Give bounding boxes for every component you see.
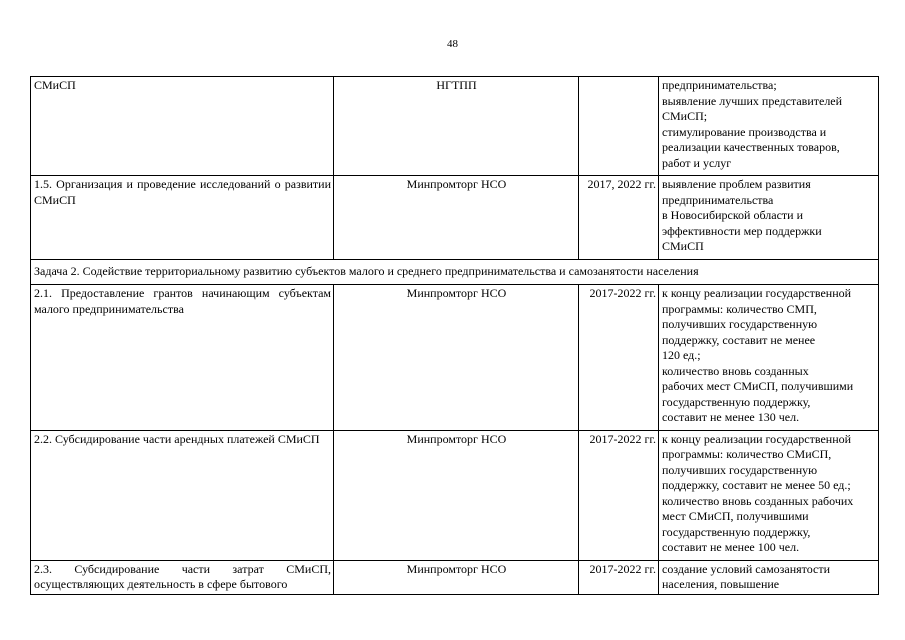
result-line: получивших государственную <box>662 317 818 331</box>
result-line: рабочих мест СМиСП, получившими <box>662 379 854 393</box>
result-line: поддержку, составит не менее <box>662 332 816 347</box>
result-line: мест СМиСП, получившими <box>662 509 809 523</box>
result-line: работ и услуг <box>662 155 732 170</box>
result-line: составит не менее 100 чел. <box>662 540 800 554</box>
table-row <box>31 176 879 260</box>
table-row <box>31 430 879 560</box>
years-cell: 2017-2022 гг. <box>579 560 659 594</box>
page-number: 48 <box>447 38 458 50</box>
result-line: к концу реализации государственной <box>662 431 852 446</box>
result-line: количество вновь созданных рабочих <box>662 493 854 508</box>
result-line: 120 ед.; <box>662 348 701 362</box>
result-line: создание условий самозанятости <box>662 561 831 576</box>
table-row <box>31 77 879 176</box>
years-cell: 2017, 2022 гг. <box>579 176 659 260</box>
result-line: программы: количество СМиСП, <box>662 447 832 461</box>
result-line: СМиСП; <box>662 109 708 123</box>
result-line: стимулирование производства и <box>662 124 827 139</box>
result-line: составит не менее 130 чел. <box>662 410 800 424</box>
measure-cell: 2.1. Предоставление грантов начинающим субъектам малого предпринимательства <box>31 285 334 431</box>
result-cell <box>659 430 879 560</box>
measure-cell: 2.2. Субсидирование части арендных платежей СМиСП <box>31 430 334 560</box>
responsible-cell: Минпромторг НСО <box>334 285 579 431</box>
result-cell <box>659 285 879 431</box>
table-row <box>31 285 879 431</box>
result-line: выявление проблем развития <box>662 177 811 191</box>
result-line: государственную поддержку, <box>662 524 811 539</box>
years-cell: 2017-2022 гг. <box>579 430 659 560</box>
table-row <box>31 560 879 594</box>
result-line: к концу реализации государственной <box>662 286 852 300</box>
responsible-cell: НГТПП <box>334 77 579 176</box>
result-line: в Новосибирской области и <box>662 208 803 222</box>
result-cell <box>659 77 879 176</box>
years-cell <box>579 77 659 176</box>
result-line: поддержку, составит не менее 50 ед.; <box>662 478 851 492</box>
result-cell <box>659 560 879 594</box>
result-line: эффективности мер поддержки <box>662 223 822 238</box>
result-line: СМиСП <box>662 239 704 253</box>
result-line: реализации качественных товаров, <box>662 140 840 154</box>
measure-cell: 2.3. Субсидирование части затрат СМиСП, осуществляющих деятельность в сфере бытового <box>31 560 334 594</box>
result-line: государственную поддержку, <box>662 394 811 409</box>
measures-table <box>30 76 879 595</box>
result-cell <box>659 176 879 260</box>
result-line: населения, повышение <box>662 577 780 591</box>
result-line: выявление лучших представителей <box>662 93 843 108</box>
result-line: предпринимательства <box>662 192 774 207</box>
responsible-cell: Минпромторг НСО <box>334 176 579 260</box>
responsible-cell: Минпромторг НСО <box>334 430 579 560</box>
result-line: количество вновь созданных <box>662 363 809 378</box>
responsible-cell: Минпромторг НСО <box>334 560 579 594</box>
years-cell: 2017-2022 гг. <box>579 285 659 431</box>
result-line: получивших государственную <box>662 462 818 477</box>
task-heading: Задача 2. Содействие территориальному развитию субъектов малого и среднего предпринимательства и самозанятости населения <box>31 259 879 285</box>
result-line: предпринимательства; <box>662 78 777 92</box>
result-line: программы: количество СМП, <box>662 301 817 316</box>
task-row <box>31 259 879 285</box>
measure-cell: 1.5. Организация и проведение исследований о развитии СМиСП <box>31 176 334 260</box>
measure-cell: СМиСП <box>31 77 334 176</box>
